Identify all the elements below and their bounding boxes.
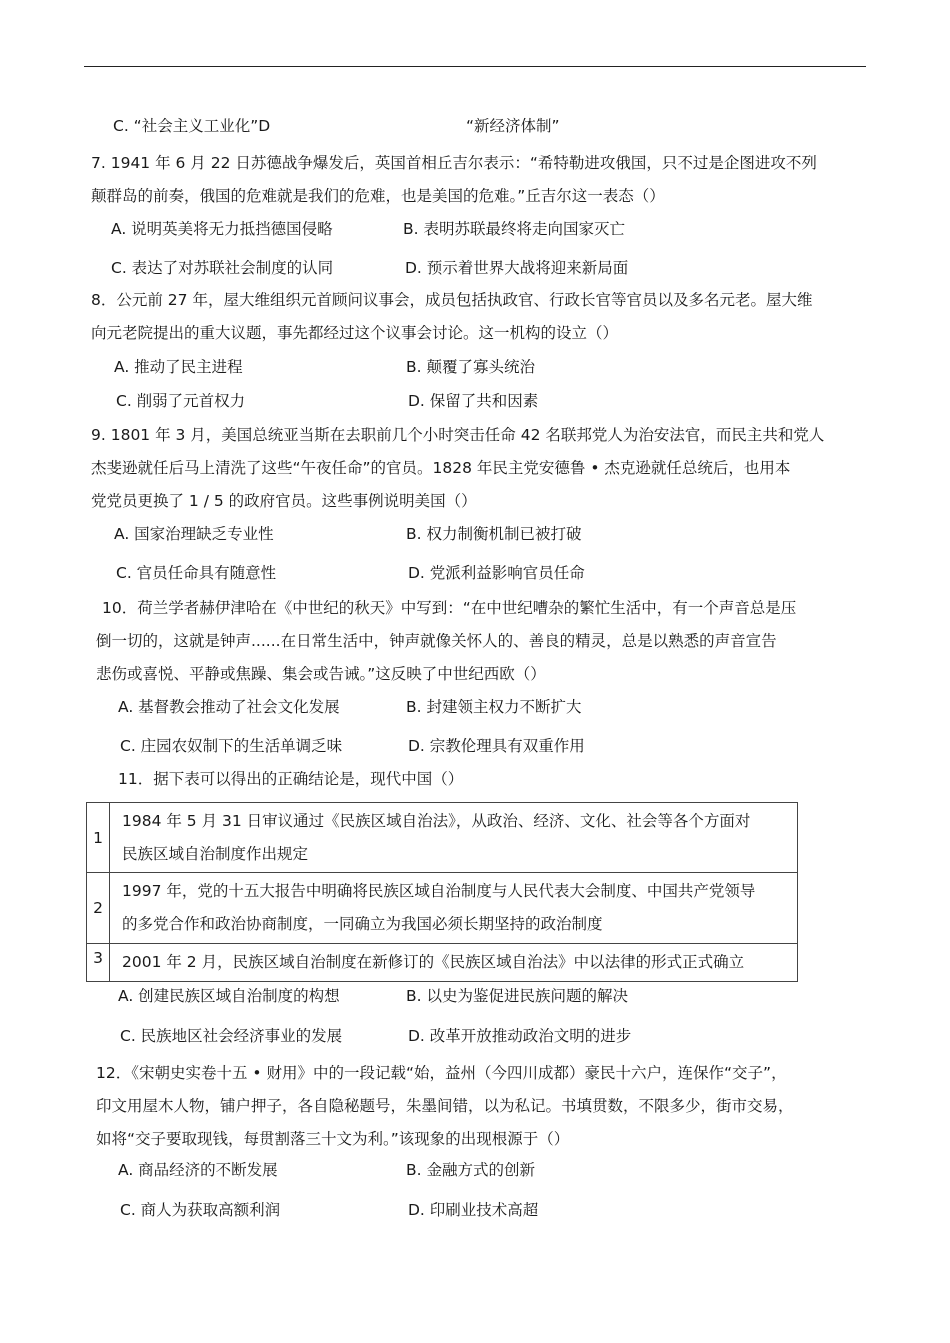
q10-option-a[interactable]: A. 基督教会推动了社会文化发展 xyxy=(118,698,340,716)
table-cell-line: 1984 年 5 月 31 日审议通过《民族区域自治法》，从政治、经济、文化、社会等各个方面对 xyxy=(122,811,751,830)
table-row xyxy=(87,803,798,873)
q9-option-b[interactable]: B. 权力制衡机制已被打破 xyxy=(406,525,582,543)
q11-stem: 11．据下表可以得出的正确结论是，现代中国（） xyxy=(118,770,464,788)
q9-stem-line-1: 9. 1801 年 3 月，美国总统亚当斯在去职前几个小时突击任命 42 名联邦党人为治安法官，而民主共和党人 xyxy=(91,426,825,444)
q12-option-c[interactable]: C. 商人为获取高额利润 xyxy=(120,1201,281,1219)
q10-stem-line-1: 10．荷兰学者赫伊津哈在《中世纪的秋天》中写到：“在中世纪嘈杂的繁忙生活中，有一个声音总是压 xyxy=(102,599,797,617)
q12-option-b[interactable]: B. 金融方式的创新 xyxy=(406,1161,535,1179)
header-rule xyxy=(84,66,866,67)
q10-stem-line-2: 倒一切的，这就是钟声......在日常生活中，钟声就像关怀人的、善良的精灵，总是以熟悉的声音宣告 xyxy=(96,632,777,650)
q9-option-c[interactable]: C. 官员任命具有随意性 xyxy=(116,564,277,582)
q12-option-a[interactable]: A. 商品经济的不断发展 xyxy=(118,1161,278,1179)
table-cell-line: 1997 年，党的十五大报告中明确将民族区域自治制度与人民代表大会制度、中国共产党领导 xyxy=(122,882,756,900)
q12-stem-line-3: 如将“交子要取现钱，每贯割落三十文为利。”该现象的出现根源于（） xyxy=(96,1130,570,1148)
q10-option-c[interactable]: C. 庄园农奴制下的生活单调乏味 xyxy=(120,737,343,755)
q6-option-c[interactable]: C. “社会主义工业化”D xyxy=(113,117,271,135)
q9-option-d[interactable]: D. 党派利益影响官员任命 xyxy=(408,564,585,582)
table-cell-line: 的多党合作和政治协商制度，一同确立为我国必须长期坚持的政治制度 xyxy=(122,915,603,933)
table-cell xyxy=(110,944,798,982)
table-row-number: 1 xyxy=(87,803,110,873)
q11-option-a[interactable]: A. 创建民族区域自治制度的构想 xyxy=(118,987,340,1005)
table-row xyxy=(87,944,798,982)
q11-table xyxy=(86,802,798,982)
table-cell xyxy=(110,803,798,873)
q7-option-d[interactable]: D. 预示着世界大战将迎来新局面 xyxy=(405,259,629,277)
q7-option-b[interactable]: B. 表明苏联最终将走向国家灭亡 xyxy=(403,220,625,238)
q9-stem-line-3: 党党员更换了 1 / 5 的政府官员。这些事例说明美国（） xyxy=(91,492,477,510)
q10-option-b[interactable]: B. 封建领主权力不断扩大 xyxy=(406,698,582,716)
q7-stem-line-1: 7. 1941 年 6 月 22 日苏德战争爆发后，英国首相丘吉尔表示：“希特勒进攻俄国，只不过是企图进攻不列 xyxy=(91,154,817,172)
q7-stem-line-2: 颠群岛的前奏，俄国的危难就是我们的危难，也是美国的危难。”丘吉尔这一表态（） xyxy=(91,187,665,205)
q10-stem-line-3: 悲伤或喜悦、平静或焦躁、集会或告诫。”这反映了中世纪西欧（） xyxy=(96,665,546,683)
q9-stem-line-2: 杰斐逊就任后马上清洗了这些“午夜任命”的官员。1828 年民主党安德鲁 • 杰克逊就任总统后，也用本 xyxy=(91,459,791,477)
q8-option-a[interactable]: A. 推动了民主进程 xyxy=(114,358,243,376)
q8-option-d[interactable]: D. 保留了共和因素 xyxy=(408,392,539,410)
q11-option-c[interactable]: C. 民族地区社会经济事业的发展 xyxy=(120,1027,343,1045)
q12-stem-line-1: 12．《宋朝史实卷十五 • 财用》中的一段记载“始，益州（今四川成都）豪民十六户，连保作“交子”， xyxy=(96,1064,787,1082)
q12-stem-line-2: 印文用屋木人物，铺户押子，各自隐秘题号，朱墨间错，以为私记。书填贯数，不限多少，街市交易， xyxy=(96,1097,794,1115)
q11-option-d[interactable]: D. 改革开放推动政治文明的进步 xyxy=(408,1027,632,1045)
q8-option-c[interactable]: C. 削弱了元首权力 xyxy=(116,392,246,410)
q7-option-a[interactable]: A. 说明英美将无力抵挡德国侵略 xyxy=(111,220,333,238)
q8-option-b[interactable]: B. 颠覆了寡头统治 xyxy=(406,358,535,376)
table-cell-line: 2001 年 2 月，民族区域自治制度在新修订的《民族区域自治法》中以法律的形式正式确立 xyxy=(122,953,745,971)
table-cell xyxy=(110,873,798,944)
table-row xyxy=(87,873,798,944)
table-row-number: 3 xyxy=(87,944,110,982)
q8-stem-line-1: 8．公元前 27 年，屋大维组织元首顾问议事会，成员包括执政官、行政长官等官员以及多名元老。屋大维 xyxy=(91,291,813,309)
q11-option-b[interactable]: B. 以史为鉴促进民族问题的解决 xyxy=(406,987,628,1005)
q9-option-a[interactable]: A. 国家治理缺乏专业性 xyxy=(114,525,274,543)
q8-stem-line-2: 向元老院提出的重大议题，事先都经过这个议事会讨论。这一机构的设立（） xyxy=(91,324,619,342)
q7-option-c[interactable]: C. 表达了对苏联社会制度的认同 xyxy=(111,259,334,277)
table-row-number: 2 xyxy=(87,873,110,944)
q6-option-d[interactable]: “新经济体制” xyxy=(466,117,560,135)
q10-option-d[interactable]: D. 宗教伦理具有双重作用 xyxy=(408,737,585,755)
table-cell-line: 民族区域自治制度作出规定 xyxy=(122,844,309,863)
q12-option-d[interactable]: D. 印刷业技术高超 xyxy=(408,1201,539,1219)
